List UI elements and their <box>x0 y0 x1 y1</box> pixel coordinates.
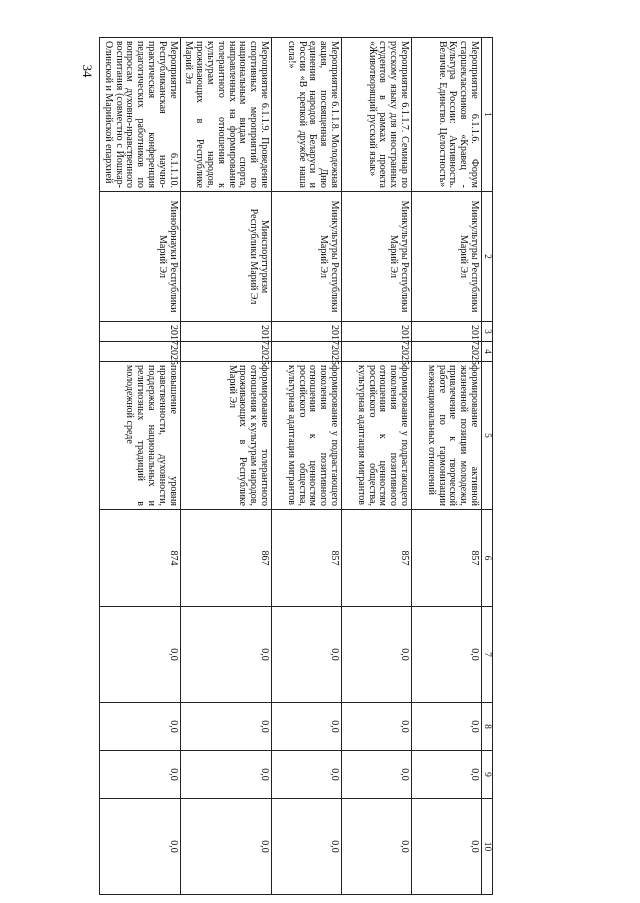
program-table <box>99 37 493 895</box>
event-cell: Мероприятие 6.1.1.9. Проведение спортивных мероприятий по национальным видам спорта, направленных на формирование толерантного отношения к культурам народов, проживающих в Республике Марий Эл <box>180 38 271 192</box>
executor-cell: Минспорттуризм Республики Марий Эл <box>180 192 271 322</box>
value-cell-10: 0,0 <box>100 799 181 895</box>
header-col-1: 1 <box>482 38 493 192</box>
header-col-8: 8 <box>482 703 493 751</box>
value-cell-8: 0,0 <box>412 703 482 751</box>
executor-cell: Минкультуры Республики Марий Эл <box>272 192 342 322</box>
value-cell-7: 0,0 <box>412 607 482 703</box>
value-cell-8: 0,0 <box>272 703 342 751</box>
value-cell-10: 0,0 <box>180 799 271 895</box>
value-cell-8: 0,0 <box>342 703 412 751</box>
executor-cell: Минобрнауки Республики Марий Эл <box>100 192 181 322</box>
start-year-cell: 2017 <box>272 322 342 342</box>
code-cell: 874 <box>100 510 181 607</box>
value-cell-7: 0,0 <box>100 607 181 703</box>
header-col-3: 3 <box>482 322 493 342</box>
header-col-6: 6 <box>482 510 493 607</box>
table-row <box>272 38 342 895</box>
end-year-cell: 2025 <box>412 342 482 362</box>
value-cell-10: 0,0 <box>412 799 482 895</box>
code-cell: 857 <box>412 510 482 607</box>
header-col-10: 10 <box>482 799 493 895</box>
value-cell-7: 0,0 <box>272 607 342 703</box>
start-year-cell: 2017 <box>180 322 271 342</box>
page-number: 34 <box>80 64 95 78</box>
table-row <box>180 38 271 895</box>
result-cell: повышение уровня нравственности, духовности, поддержка национальных и религиозных традиций в молодежной среде <box>100 362 181 510</box>
end-year-cell: 2025 <box>342 342 412 362</box>
header-col-7: 7 <box>482 607 493 703</box>
value-cell-9: 0,0 <box>180 751 271 799</box>
code-cell: 857 <box>342 510 412 607</box>
event-cell: Мероприятие 6.1.1.6. Форум старшеклассников «Кравец - Культура России: Активность. Величие. Единство. Целостность» <box>412 38 482 192</box>
code-cell: 857 <box>272 510 342 607</box>
table-header-row <box>482 38 493 895</box>
value-cell-8: 0,0 <box>180 703 271 751</box>
result-cell: формирование у подрастающего поколения позитивного отношения к ценностям российского общества, культурная адаптация мигрантов <box>272 362 342 510</box>
start-year-cell: 2017 <box>100 322 181 342</box>
end-year-cell: 2025 <box>272 342 342 362</box>
executor-cell: Минкультуры Республики Марий Эл <box>412 192 482 322</box>
value-cell-10: 0,0 <box>272 799 342 895</box>
start-year-cell: 2017 <box>412 322 482 342</box>
start-year-cell: 2017 <box>342 322 412 342</box>
value-cell-9: 0,0 <box>100 751 181 799</box>
result-cell: формирование толерантного отношения к культурам народов, проживающих в Республике Марий Эл <box>180 362 271 510</box>
header-col-2: 2 <box>482 192 493 322</box>
table-row <box>412 38 482 895</box>
event-cell: Мероприятие 6.1.1.10. Республиканская научно-практическая конференция педагогических работников по вопросам духовно-нравственного воспитания (совместно с Йошкар-Олинской и Марийской епархией <box>100 38 181 192</box>
value-cell-8: 0,0 <box>100 703 181 751</box>
header-col-4: 4 <box>482 342 493 362</box>
result-cell: формирование активной жизненной позиции молодежи, привлечение к творческой работе по гармонизации межнациональных отношений <box>412 362 482 510</box>
value-cell-9: 0,0 <box>342 751 412 799</box>
end-year-cell: 2025 <box>180 342 271 362</box>
header-col-9: 9 <box>482 751 493 799</box>
table-row <box>100 38 181 895</box>
event-cell: Мероприятие 6.1.1.8. Молодежная акция, посвященная Дню единения народов Беларуси и России «В крепкой дружбе наша сила!» <box>272 38 342 192</box>
value-cell-7: 0,0 <box>180 607 271 703</box>
table-row <box>342 38 412 895</box>
value-cell-7: 0,0 <box>342 607 412 703</box>
value-cell-9: 0,0 <box>272 751 342 799</box>
result-cell: формирование у подрастающего поколения позитивного отношения к ценностям российского общества, культурная адаптация мигрантов <box>342 362 412 510</box>
end-year-cell: 2025 <box>100 342 181 362</box>
value-cell-10: 0,0 <box>342 799 412 895</box>
value-cell-9: 0,0 <box>412 751 482 799</box>
code-cell: 867 <box>180 510 271 607</box>
header-col-5: 5 <box>482 362 493 510</box>
executor-cell: Минкультуры Республики Марий Эл <box>342 192 412 322</box>
event-cell: Мероприятие 6.1.1.7. Семинар по русскому языку для иностранных студентов в рамках проекта «Животворящий русский язык» <box>342 38 412 192</box>
